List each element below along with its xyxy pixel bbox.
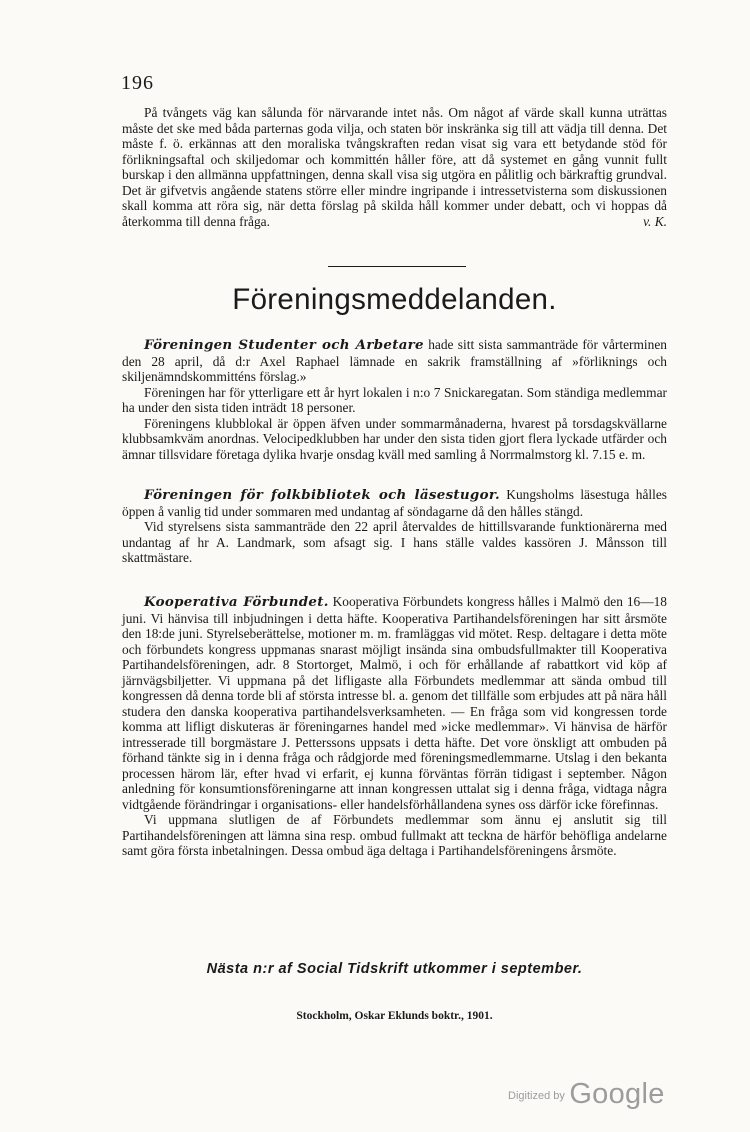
google-logo: Google [569,1078,665,1110]
section-title: Föreningsmeddelanden. [232,283,557,316]
next-issue-notice: Nästa n:r af Social Tidskrift utkommer i september. [206,961,583,977]
watermark-prefix: Digitized by [508,1090,565,1102]
intro-section [122,105,667,229]
author-signature: v. K. [643,213,667,229]
kooperativa-heading: Kooperativa Förbundet. [144,594,329,610]
page-number: 196 [121,72,154,94]
studenter-paragraph-1 [122,337,667,385]
folkbibliotek-text-1: Kungsholms läsestuga hålles öppen å vanlig tid under sommaren med undantag af söndagarne då den hålles stängd. [122,487,668,519]
printer-imprint: Stockholm, Oskar Eklunds boktr., 1901. [296,1010,493,1022]
studenter-paragraph-2: Föreningen har för ytterligare ett år hyrt lokalen i n:o 7 Snickaregatan. Som ständiga medlemmar ha under den sista tiden inträdt 18 personer. [122,384,667,415]
kooperativa-paragraph-1 [122,594,667,812]
folkbibliotek-heading: Föreningen för folkbibliotek och läsestugor. [144,487,500,503]
studenter-text-1: hade sitt sista sammanträde för vårterminen den 28 april, då d:r Axel Raphael lämnade en sakrik framställning af »förliknings och skiljenämndskommitténs förslag.» [122,337,667,384]
intro-text: På tvångets väg kan sålunda för närvarande intet nås. Om något af värde skall kunna uträttas måste det ske med båda parternas goda vilja, och staten bör inskränka sig till att vädja till denna. Det måste f. ö. erkännas att den moraliska tvångskraften redan visat sig vara ett betydande stöd för förlikningsaftal och skiljedomar och kommittén håller före, att då systemet en gång vunnit fullt burskap i den allmänna uppfattningen, denna skall visa sig utgöra en pålitlig och bärkraftig grundval. Det är gifvetvis angående statens större eller mindre ingripande i intressetvisterna som diskussionen skall komma att röra sig, när detta förslag på skilda håll kommer under debatt, och vi hoppas då återkomma till denna fråga. [122,105,667,229]
studenter-heading: Föreningen Studenter och Arbetare [144,337,424,353]
intro-paragraph [122,105,667,229]
folkbibliotek-paragraph-2: Vid styrelsens sista sammanträde den 22 april återvaldes de hittillsvarande funktionärerna med undantag af hr A. Landmark, som afsagt sig. I hans ställe valdes kassören J. Månsson till skattmästare. [122,519,667,565]
notice-studenter [122,337,667,462]
studenter-paragraph-3: Föreningens klubblokal är öppen äfven under sommarmånaderna, hvarest på torsdagskvällarne klubbsamkväm anordnas. Velocipedklubben har under den sista tiden gjort flera lyckade utfärder och ämnar tillsvidare företaga dylika hvarje onsdag kväll med samling å Norrmalmstorg kl. 7.15 e. m. [122,415,667,462]
notice-folkbibliotek [122,487,667,566]
notice-kooperativa [122,594,667,859]
folkbibliotek-paragraph-1 [122,487,667,519]
section-divider [328,266,466,267]
kooperativa-paragraph-2: Vi uppmana slutligen de af Förbundets medlemmar som ännu ej anslutit sig till Partihandelsföreningen att lämna sina resp. ombud fullmakt att teckna de härför behöfliga andelarne samt göra första inbetalningen. Dessa ombud äga deltaga i Partihandelsföreningens årsmöte. [122,812,667,858]
kooperativa-text-1: Kooperativa Förbundets kongress hålles i Malmö den 16—18 juni. Vi hänvisa till inbjudningen i detta häfte. Kooperativa Partihandelsföreningen har sitt årsmöte den 18:de juni. Styrelseberättelse, motioner m. m. framläggas vid mötet. Resp. deltagare i detta möte och förbundets kongress uppmanas snarast möjligt insända sina ombudsfullmakter till Kooperativa Partihandelsföreningen, adr. 8 Stortorget, Malmö, i och för erhållande af rabattkort vid köp af järnvägsbiljetter. Vi uppmana på det lifligaste alla Förbundets medlemmar att sända ombud till kongressen då denna torde bli af största intresse bl. a. genom det tillfälle som erbjudes att på nära håll studera den danska kooperativa partihandelsverksamheten. — En fråga som vid kongressen torde komma att lifligt diskuteras är föreningarnes handel med »icke medlemmar». Vi hänvisa de härför intresserade till borgmästare J. Petterssons uppsats i detta häfte. Det vore önskligt att ombuden på förhand tänkte sig in i denna fråga och rådgjorde med föreningsmedlemmarne. Utslag i den bekanta processen härom lär, efter hvad vi erfarit, ej kunna förväntas förrän tidigast i september. Någon anledning för konsumtionsföreningarne att innan kongressen uttalat sig i denna fråga, vidtaga några vidtgående förändringar i organisations- eller handelsförhållandena synes oss därför icke förefinnas. [122,594,667,812]
digitization-watermark [508,1078,665,1111]
